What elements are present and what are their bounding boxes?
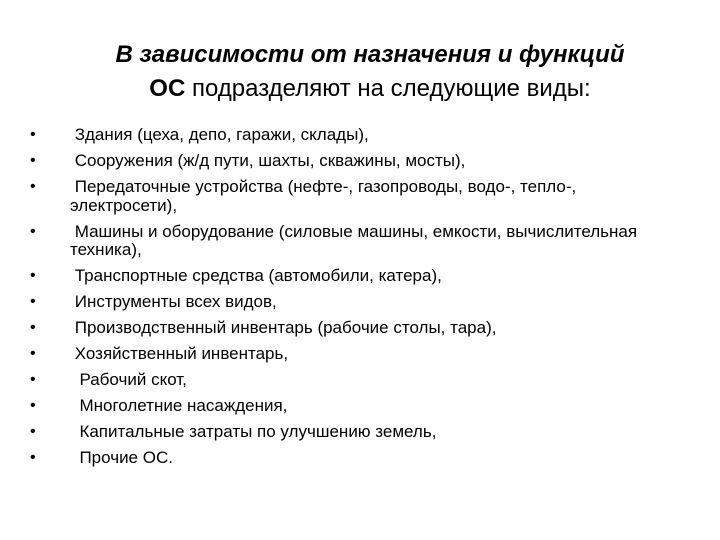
list-item-text: Здания (цеха, депо, гаражи, склады), [70, 125, 369, 144]
list-item [0, 152, 660, 171]
title-line-2-rest: подразделяют на следующие виды: [185, 75, 591, 102]
list-item-text: Рабочий скот, [70, 370, 187, 389]
title-abbreviation: ОС [149, 75, 186, 102]
bullet-icon: • [30, 222, 36, 240]
list-item-text: Сооружения (ж/д пути, шахты, скважины, мосты), [70, 151, 466, 170]
bullet-icon: • [30, 319, 36, 336]
list-item-text: Производственный инвентарь (рабочие столы, тара), [70, 318, 497, 337]
list-item-text: Прочие ОС. [70, 448, 173, 467]
types-list [0, 126, 720, 475]
list-item [0, 397, 660, 416]
bullet-icon: • [30, 345, 36, 362]
list-item [0, 126, 660, 145]
list-item [0, 319, 660, 338]
bullet-icon: • [30, 152, 36, 169]
list-item-text: Капитальные затраты по улучшению земель, [70, 422, 437, 441]
list-item-text: Многолетние насаждения, [70, 396, 288, 415]
list-item [0, 371, 660, 390]
list-item [0, 223, 660, 260]
list-item [0, 423, 660, 442]
list-item-text: Хозяйственный инвентарь, [70, 344, 289, 363]
list-item [0, 345, 660, 364]
title-line-1: В зависимости от назначения и функций [115, 41, 625, 68]
bullet-icon: • [30, 267, 36, 284]
bullet-icon: • [30, 371, 36, 388]
bullet-icon: • [30, 449, 36, 466]
bullet-icon: • [30, 293, 36, 310]
bullet-icon: • [30, 423, 36, 440]
list-item-text: Инструменты всех видов, [70, 292, 277, 311]
list-item-text: Передаточные устройства (нефте-, газопроводы, водо-, тепло-, электросети), [70, 177, 581, 215]
list-item-text: Транспортные средства (автомобили, катера), [70, 266, 442, 285]
bullet-icon: • [30, 178, 36, 195]
bullet-icon: • [30, 126, 36, 143]
list-item [0, 293, 660, 312]
list-item [0, 267, 660, 286]
slide-title [40, 38, 700, 106]
list-item [0, 178, 660, 215]
list-item [0, 449, 660, 468]
bullet-icon: • [30, 397, 36, 414]
list-item-text: Машины и оборудование (силовые машины, емкости, вычислительная техника), [70, 221, 642, 259]
title-line-2 [40, 72, 700, 106]
